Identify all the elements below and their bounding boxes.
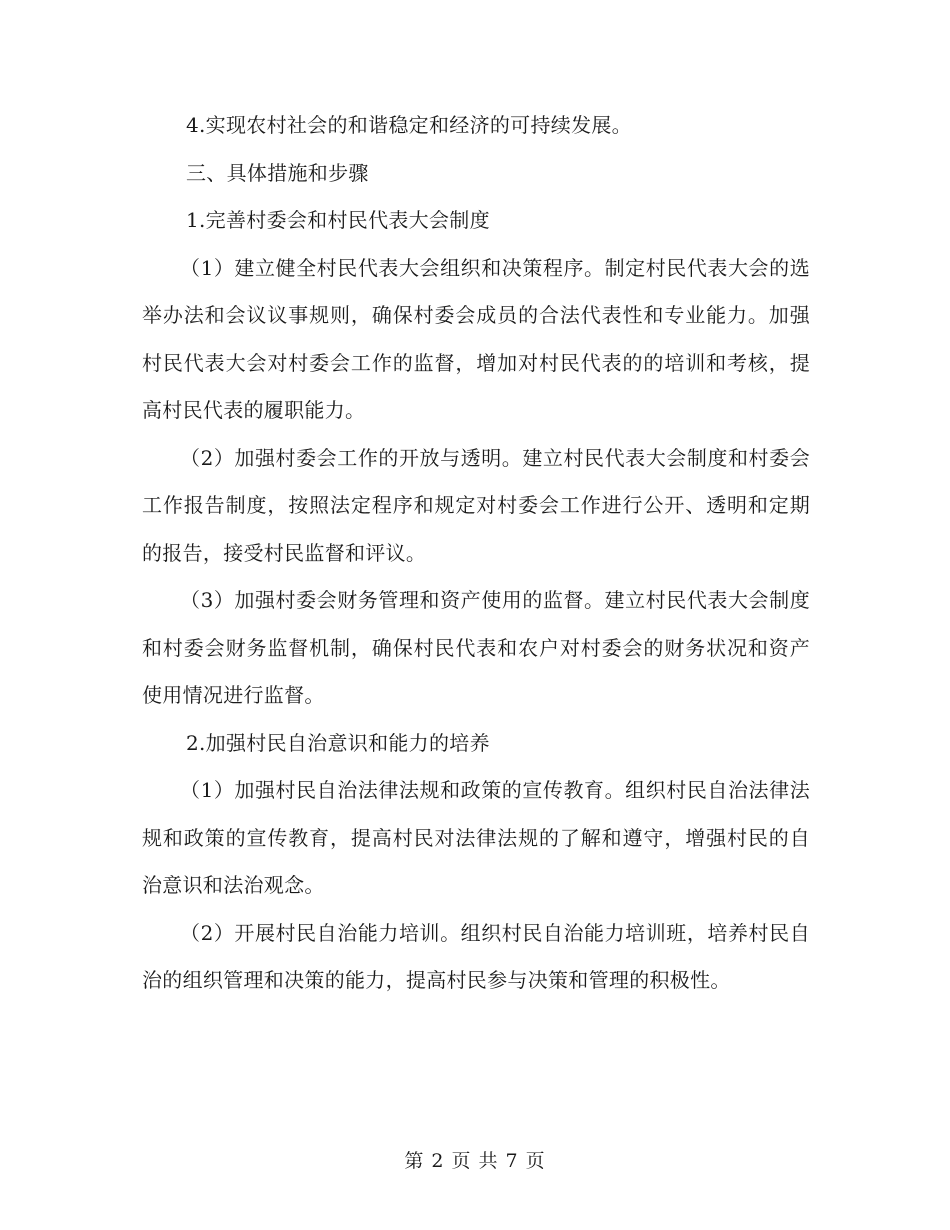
- paragraph-2-1: （1）加强村民自治法律法规和政策的宣传教育。组织村民自治法律法规和政策的宣传教育，提高村民对法律法规的了解和遵守，增强村民的自治意识和法治观念。: [142, 778, 810, 897]
- paragraph-2-2: （2）开展村民自治能力培训。组织村民自治能力培训班，培养村民自治的组织管理和决策的能力，提高村民参与决策和管理的积极性。: [142, 920, 810, 992]
- document-body: [142, 102, 810, 1005]
- paragraph-1-3: （3）加强村委会财务管理和资产使用的监督。建立村民代表大会制度和村委会财务监督机制，确保村民代表和农户对村委会的财务状况和资产使用情况进行监督。: [142, 588, 810, 707]
- subheading-1: 1.完善村委会和村民代表大会制度: [186, 208, 490, 232]
- paragraph-goal-4: 4.实现农村社会的和谐稳定和经济的可持续发展。: [186, 113, 632, 137]
- paragraph-1-2: （2）加强村委会工作的开放与透明。建立村民代表大会制度和村委会工作报告制度，按照法定程序和规定对村委会工作进行公开、透明和定期的报告，接受村民监督和评议。: [142, 445, 810, 565]
- section-heading-3: 三、具体措施和步骤: [186, 160, 369, 185]
- paragraph-1-1: （1）建立健全村民代表大会组织和决策程序。制定村民代表大会的选举办法和会议议事规则，确保村委会成员的合法代表性和专业能力。加强村民代表大会对村委会工作的监督，增加对村民代表的的培训和考核，提高村民代表的履职能力。: [142, 255, 810, 422]
- page-footer: 第 2 页 共 7 页: [404, 1150, 546, 1172]
- subheading-2: 2.加强村民自治意识和能力的培养: [186, 730, 490, 755]
